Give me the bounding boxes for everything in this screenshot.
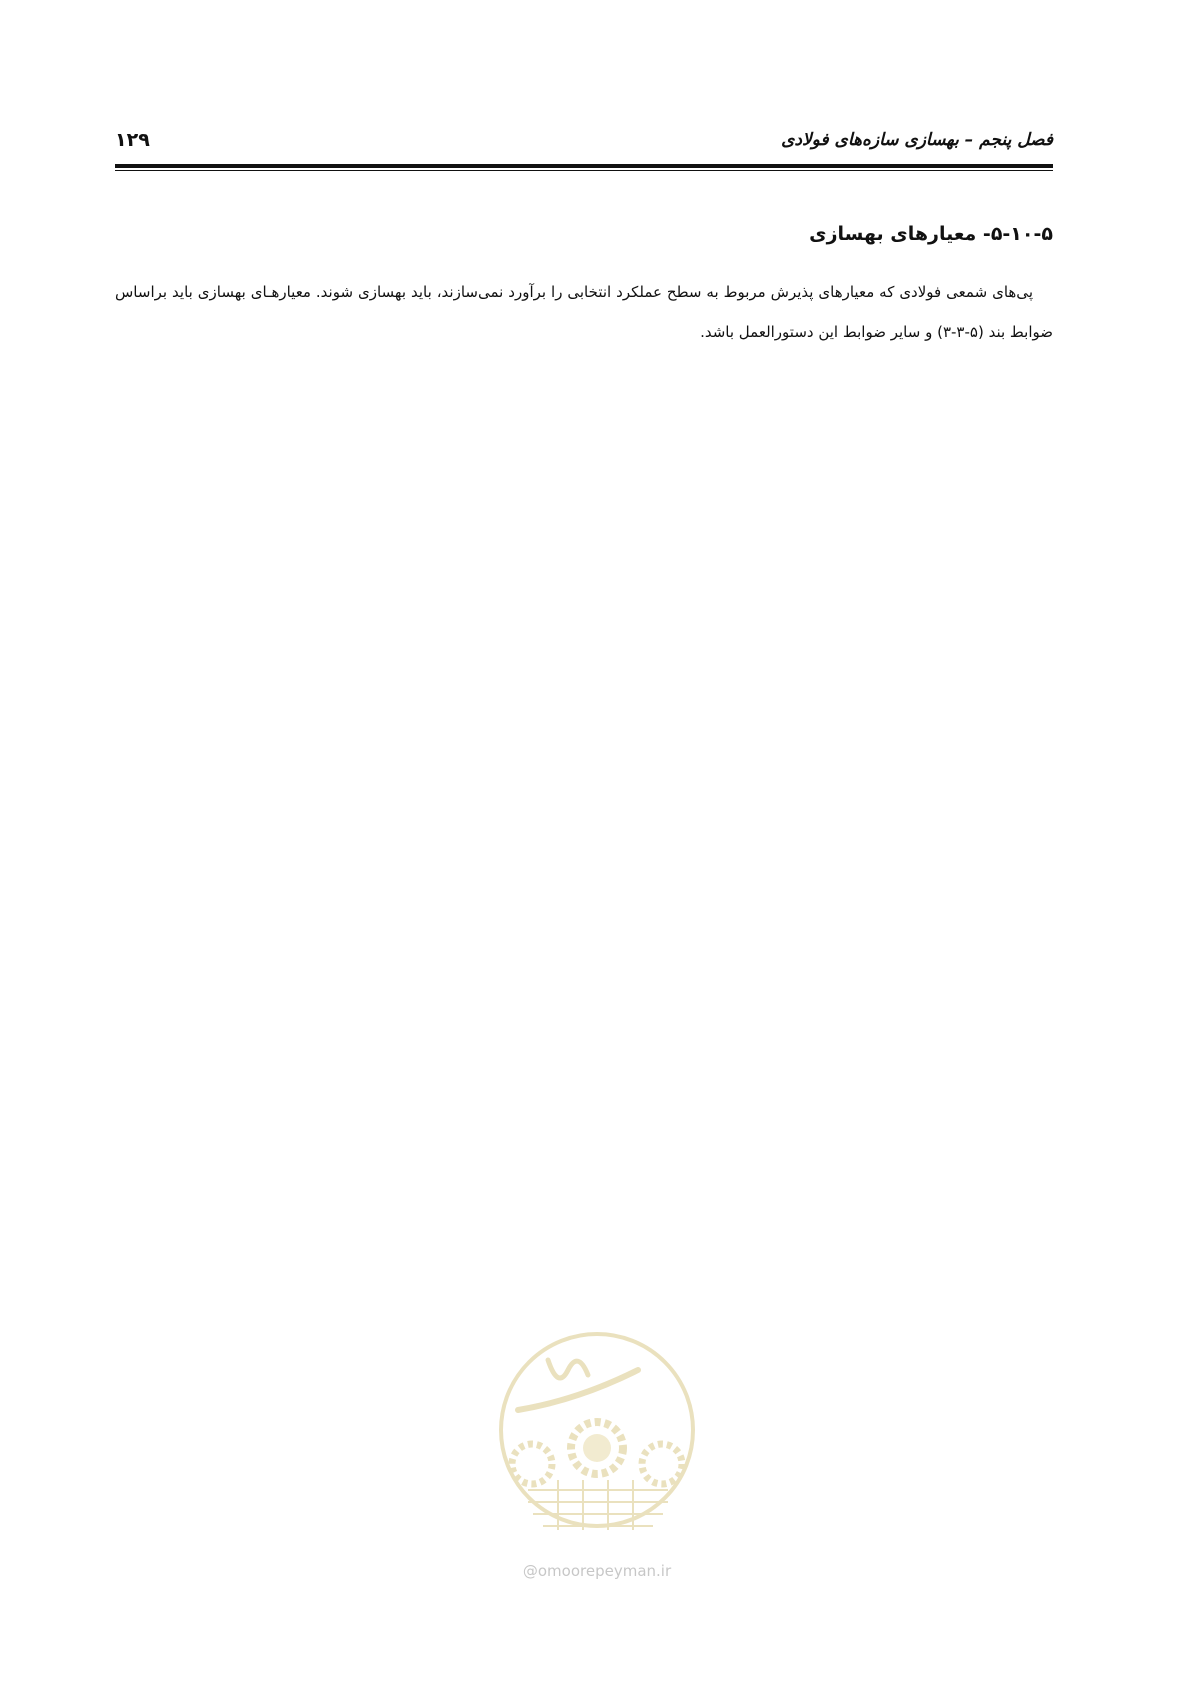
- watermark: [488, 1330, 706, 1590]
- body-paragraph: پی‌های شمعی فولادی که معیارهای پذیرش مربوط به سطح عملکرد انتخابی را برآورد نمی‌سازند، باید بهسازی شوند. معیارهـای بهسازی باید براساس ضوابط بند (۵-۳-۳) و سایر ضوابط این دستورالعمل باشد.: [115, 283, 1053, 341]
- page-header: [115, 128, 1053, 158]
- page-number: ۱۲۹: [115, 129, 150, 151]
- watermark-logo-icon: [488, 1330, 706, 1560]
- chapter-title: فصل پنجم – بهسازی سازه‌های فولادی: [781, 130, 1053, 150]
- header-rule-thin: [115, 170, 1053, 171]
- watermark-url: @omoorepeyman.ir: [522, 1562, 672, 1580]
- section-heading: ۵-۱۰-۵- معیارهای بهسازی: [809, 223, 1053, 245]
- header-rule-thick: [115, 164, 1053, 168]
